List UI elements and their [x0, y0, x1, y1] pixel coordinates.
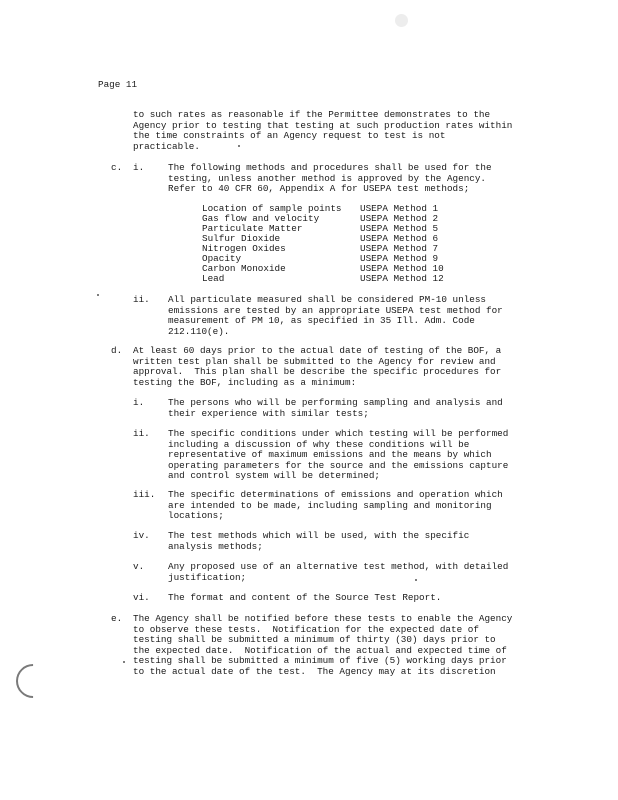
method-reference: USEPA Method 9 [360, 253, 439, 264]
method-reference: USEPA Method 7 [360, 243, 439, 254]
section-e-text: The Agency shall be notified before these tests to enable the Agency to observe these tests. Notification for the expected date of testing shall be submitted a minimum of thirty (30) days prior to the expected date. Notification of the actual and expected time of testing shall be submitted a minimum of five (5) working days prior to the actual date of the test. The Agency may at its discretion [133, 613, 513, 677]
section-d-item-label: ii. [133, 428, 150, 439]
section-d-item-text: The test methods which will be used, with the specific analysis methods; [168, 530, 470, 552]
scan-dot [97, 294, 99, 296]
section-d-item-text: The specific conditions under which testing will be performed including a discussion of why these conditions will be representative of maximum emissions and the means by which operating parameters for the source and the emissions capture and control system will be determined; [168, 428, 509, 482]
method-parameter: Sulfur Dioxide [202, 233, 281, 244]
method-parameter: Carbon Monoxide [202, 263, 286, 274]
section-d-item-label: iv. [133, 530, 150, 541]
section-d-item-label: v. [133, 561, 145, 572]
method-parameter: Nitrogen Oxides [202, 243, 286, 254]
method-reference: USEPA Method 1 [360, 203, 439, 214]
section-d-label: d. [111, 345, 123, 356]
section-d-item-text: The format and content of the Source Test Report. [168, 592, 442, 603]
section-e-label: e. [111, 613, 123, 624]
section-c-item-ii-label: ii. [133, 294, 150, 305]
scan-dot [415, 579, 417, 581]
method-parameter: Opacity [202, 253, 242, 264]
section-d-item-text: The persons who will be performing sampling and analysis and their experience with similar tests; [168, 397, 503, 419]
method-reference: USEPA Method 12 [360, 273, 444, 284]
section-c-item-i-text: The following methods and procedures shall be used for the testing, unless another method is approved by the Agency. Refer to 40 CFR 60, Appendix A for USEPA test methods; [168, 162, 492, 195]
method-reference: USEPA Method 6 [360, 233, 439, 244]
intro-paragraph: to such rates as reasonable if the Permittee demonstrates to the Agency prior to testing that testing at such production rates within the time constraints of an Agency request to test is not practicable. [133, 109, 513, 152]
method-parameter: Particulate Matter [202, 223, 303, 234]
section-d-item-text: Any proposed use of an alternative test method, with detailed justification; [168, 561, 509, 583]
scan-speck [395, 14, 408, 27]
section-c-item-i-label: i. [133, 162, 145, 173]
scan-dot [238, 145, 240, 147]
section-c-label: c. [111, 162, 123, 173]
scan-dot [123, 661, 125, 663]
method-parameter: Location of sample points [202, 203, 342, 214]
method-reference: USEPA Method 2 [360, 213, 439, 224]
page-number: Page 11 [98, 79, 138, 90]
method-parameter: Gas flow and velocity [202, 213, 320, 224]
section-d-item-label: i. [133, 397, 145, 408]
section-d-item-label: iii. [133, 489, 156, 500]
method-reference: USEPA Method 10 [360, 263, 444, 274]
section-d-item-label: vi. [133, 592, 150, 603]
section-d-text: At least 60 days prior to the actual date of testing of the BOF, a written test plan shall be submitted to the Agency for review and approval. This plan shall be describe the specific procedures for testing the BOF, including as a minimum: [133, 345, 502, 388]
section-d-item-text: The specific determinations of emissions and operation which are intended to be made, including sampling and monitoring locations; [168, 489, 503, 522]
section-c-item-ii-text: All particulate measured shall be considered PM-10 unless emissions are tested by an appropriate USEPA test method for measurement of PM 10, as specified in 35 Ill. Adm. Code 212.110(e). [168, 294, 503, 337]
binder-hole-mark [9, 657, 57, 705]
method-parameter: Lead [202, 273, 225, 284]
method-reference: USEPA Method 5 [360, 223, 439, 234]
